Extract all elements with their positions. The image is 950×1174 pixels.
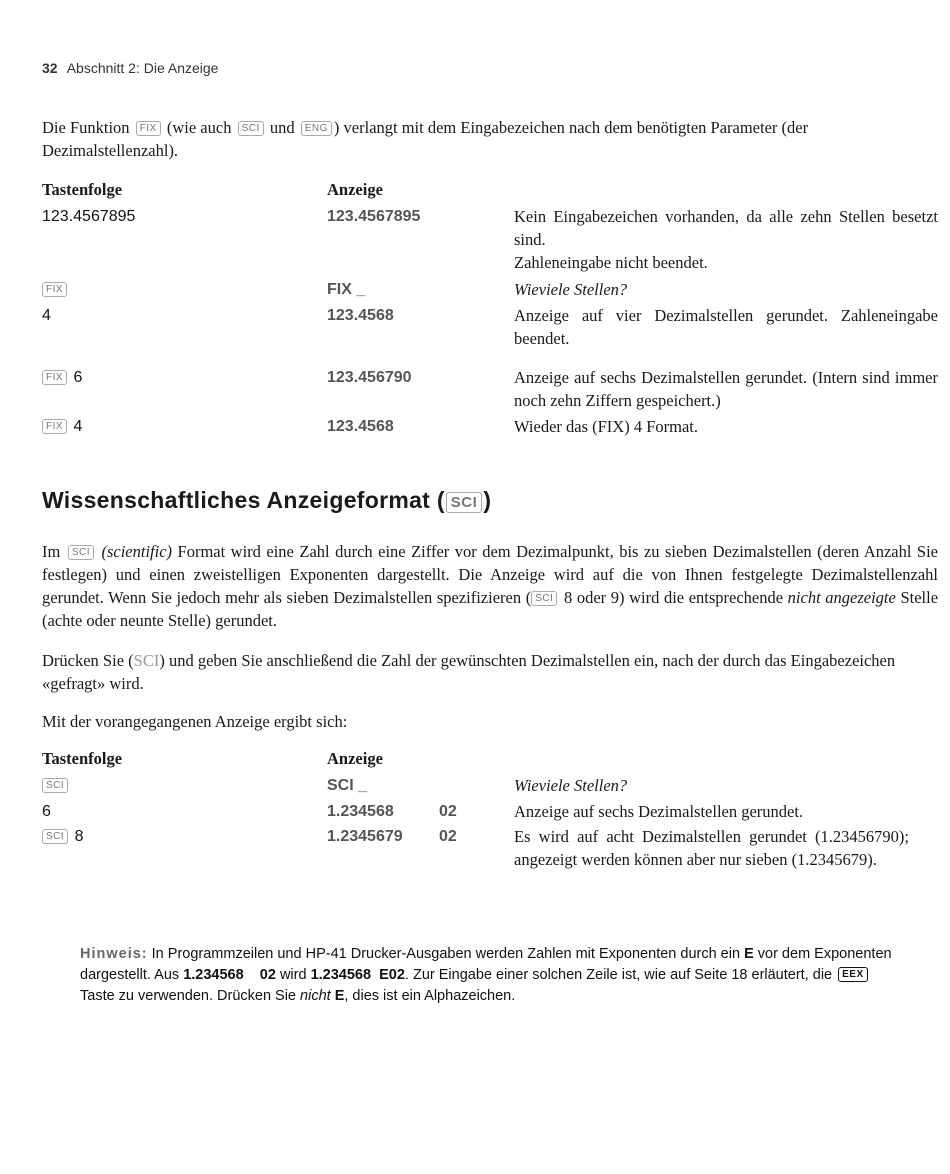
hint-label: Hinweis: (80, 946, 148, 962)
display-mantissa: SCI _ (327, 777, 368, 794)
note-bold: 1.234568 02 (183, 967, 276, 983)
display-mantissa: 1.234568 (327, 803, 394, 820)
hint-note (80, 944, 898, 1007)
sci-key-icon: SCI (42, 829, 68, 844)
sci-key-icon: SCI (42, 778, 68, 793)
keystrokes: 6 (42, 803, 51, 820)
note-text: . Zur Eingabe einer solchen Zeile ist, wie auf Seite 18 erläutert, die (404, 967, 833, 983)
keystroke-digit: 4 (73, 418, 83, 435)
description: Wieviele Stellen? (514, 776, 628, 795)
description-text: Kein Eingabezeichen vorhanden, da alle zehn Stellen besetzt sind. (514, 207, 938, 249)
keystrokes (42, 415, 82, 438)
display-exponent: 02 (439, 803, 457, 820)
keystrokes (42, 774, 70, 797)
page-header (42, 60, 218, 76)
description (514, 205, 938, 274)
description: Anzeige auf vier Dezimalstellen gerundet. Zahleneingabe beendet. (514, 306, 938, 348)
fix-key-icon: FIX (42, 419, 67, 434)
intro-text: und (269, 118, 295, 137)
paragraph-text: 8 oder 9) wird die entsprechende (563, 588, 784, 607)
sci-key-icon: SCI (68, 545, 94, 560)
col-header-display: Anzeige (327, 749, 383, 768)
fix-key-icon: FIX (42, 282, 67, 297)
sci-key-icon: SCI (238, 121, 264, 136)
paragraph-text: Stelle (achte oder neunte Stelle) gerundet. (42, 588, 939, 630)
instruction-paragraph (42, 649, 938, 695)
note-bold: 1.234568 E02 (310, 967, 405, 983)
eng-key-icon: ENG (301, 121, 332, 136)
intro-text: (wie auch (166, 118, 232, 137)
display-value: 123.4567895 (327, 208, 421, 225)
paragraph-text: Format wird eine Zahl durch eine Ziffer vor dem Dezimalpunkt, bis zu sieben Dezimalstellen (deren Anzahl Sie festlegen) und einen zweistelligen Exponenten dargestellt. Die Anzeige wird auf die von Ihnen festgelegte Dezimalstellenzahl gerundet. Wenn Sie jedoch mehr als sieben Dezimalstellen spezifizieren ( (42, 542, 939, 607)
keystrokes (42, 366, 82, 389)
note-bold: E (744, 946, 754, 962)
description: Anzeige auf sechs Dezimalstellen gerundet. (514, 802, 804, 821)
heading-text: ) (483, 487, 492, 513)
page-number: 32 (42, 60, 58, 76)
fix-key-icon: FIX (136, 121, 161, 136)
paragraph-text: Drücken Sie ( (42, 651, 134, 670)
keystrokes (42, 825, 84, 848)
description: Wieviele Stellen? (514, 280, 628, 299)
paragraph-text: nicht angezeigte (787, 588, 896, 607)
heading-text: Wissenschaftliches Anzeigeformat ( (42, 487, 445, 513)
display-mantissa: 1.2345679 (327, 828, 403, 845)
display-value: 123.4568 (327, 307, 394, 324)
note-text: wird (279, 967, 307, 983)
keystroke-digit: 8 (74, 828, 84, 845)
description-text: Zahleneingabe nicht beendet. (514, 253, 708, 272)
display-value: 123.456790 (327, 369, 412, 386)
note-text: , dies ist ein Alphazeichen. (344, 988, 516, 1004)
lead-in-paragraph: Mit der vorangegangenen Anzeige ergibt sich: (42, 712, 348, 731)
paragraph-text: Im (42, 542, 61, 561)
section-title: Abschnitt 2: Die Anzeige (66, 60, 219, 76)
keystrokes (42, 278, 69, 301)
note-text: vor dem Exponenten dargestellt. Aus (80, 946, 892, 983)
display-value (327, 774, 367, 797)
col-header-keys: Tastenfolge (42, 180, 123, 199)
intro-paragraph (42, 116, 938, 162)
keystrokes: 4 (42, 307, 51, 324)
keystroke-digit: 6 (73, 369, 83, 386)
col-header-display: Anzeige (327, 180, 383, 199)
sci-key-icon: SCI (531, 591, 557, 606)
note-italic: nicht (300, 988, 331, 1004)
description: Anzeige auf sechs Dezimalstellen gerundet. (Intern sind immer noch zehn Ziffern gespeichert.) (514, 368, 938, 410)
display-value: 123.4568 (327, 418, 394, 435)
sci-key-text: SCI (133, 651, 160, 670)
note-text: Taste zu verwenden. Drücken Sie (80, 988, 296, 1004)
display-value (327, 825, 457, 848)
section-heading (42, 487, 491, 514)
display-exponent: 02 (439, 828, 457, 845)
paragraph-text: ) und geben Sie anschließend die Zahl der gewünschten Dezimalstellen ein, nach der durch das Eingabezeichen «gefragt» wird. (42, 651, 896, 693)
note-bold: E (334, 988, 345, 1004)
col-header-keys: Tastenfolge (42, 749, 123, 768)
eex-key-icon: EEX (838, 967, 868, 982)
fix-key-icon: FIX (42, 370, 67, 385)
paragraph-text: (scientific) (101, 542, 173, 561)
intro-text: Die Funktion (42, 118, 130, 137)
display-value: FIX _ (327, 281, 366, 298)
sci-key-icon: SCI (446, 492, 483, 513)
sci-description-paragraph (42, 540, 938, 632)
description: Wieder das (FIX) 4 Format. (514, 417, 698, 436)
intro-text: ) verlangt mit dem Eingabezeichen nach dem benötigten Parameter (der Dezimalstellenzahl). (42, 118, 809, 160)
display-value (327, 800, 457, 823)
description: Es wird auf acht Dezimalstellen gerundet (1.23456790); angezeigt werden können aber nur sieben (1.2345679). (514, 827, 909, 869)
keystrokes: 123.4567895 (42, 208, 136, 225)
note-text: In Programmzeilen und HP-41 Drucker-Ausgaben werden Zahlen mit Exponenten durch ein (151, 946, 741, 962)
